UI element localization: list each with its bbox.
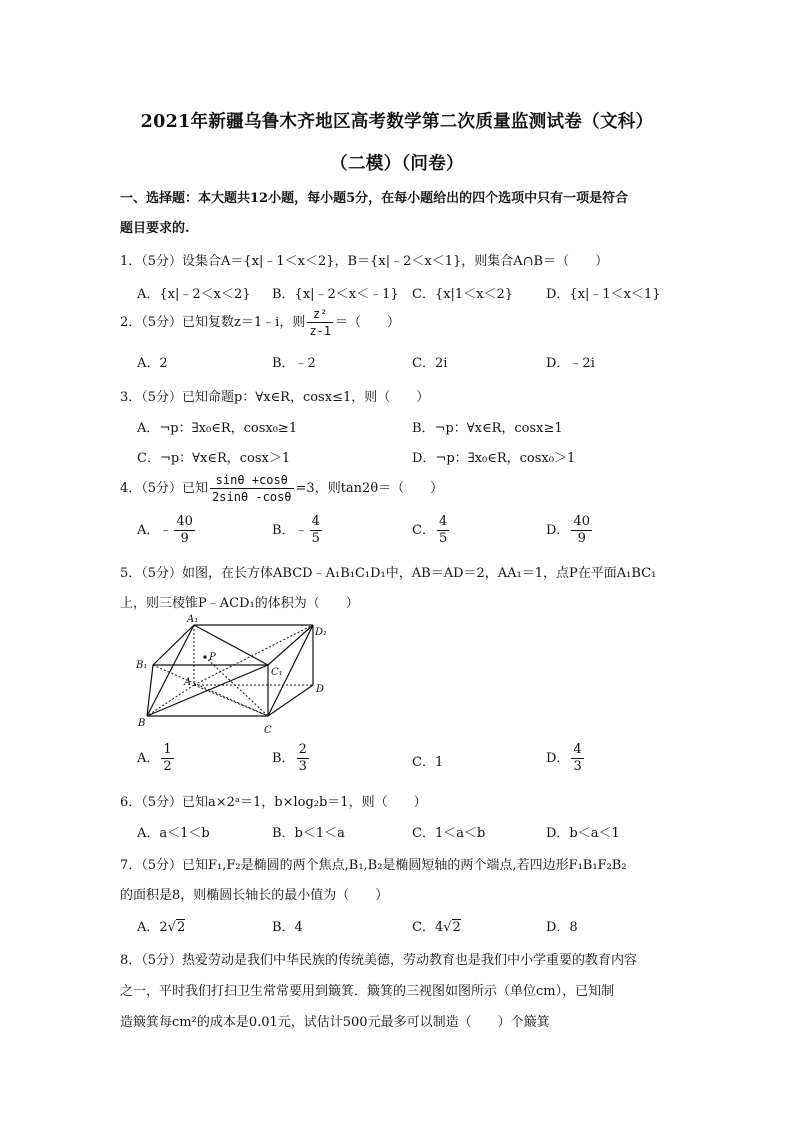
q7-c-label: C．4: [412, 920, 444, 935]
question-8-line2: 之一，平时我们打扫卫生常常要用到簸箕．簸箕的三视图如图所示（单位cm），已知制: [120, 984, 615, 999]
q4-a-sign: ﹣: [159, 523, 173, 538]
q5-b-num: 2: [298, 742, 307, 757]
q2-numerator: z²: [307, 306, 333, 323]
q5-option-d: [546, 742, 586, 775]
q4-b-den: 5: [311, 531, 320, 546]
q2-option-b: B．﹣2: [272, 356, 316, 371]
q5-option-b: [272, 742, 311, 775]
q7-option-d: D．8: [546, 920, 578, 935]
q7-c-radicand: 2: [452, 920, 461, 935]
question-7-line1: 7．（5分）已知F₁,F₂是椭圆的两个焦点,B₁,B₂是椭圆短轴的两个端点,若四边形F₁B₁F₂B₂: [120, 858, 627, 873]
question-2-stem: [120, 306, 400, 339]
q1-option-a: A．{x|﹣2＜x＜2}: [137, 287, 251, 302]
question-1-stem: 1．（5分）设集合A＝{x|﹣1＜x＜2}，B＝{x|﹣2＜x＜1}，则集合A∩B＝（ ）: [120, 254, 609, 269]
q5-d-label: D．: [546, 751, 570, 766]
q4-b-sign: ﹣: [294, 523, 308, 538]
q1-option-c: C．{x|1＜x＜2}: [412, 287, 514, 302]
label-d: D: [316, 684, 325, 695]
q4-b-label: B．: [272, 523, 295, 538]
question-5-line2: 上，则三棱锥P﹣ACD₁的体积为（ ）: [120, 596, 359, 611]
question-3-stem: 3．（5分）已知命题p：∀x∈R，cosx≤1，则（ ）: [120, 390, 430, 405]
q2-option-c: C．2i: [412, 356, 448, 371]
q3-option-a: A．¬p：∃x₀∈R，cosx₀≥1: [137, 421, 298, 436]
q1-option-d: D．{x|﹣1＜x＜1}: [546, 287, 661, 302]
q4-d-num: 40: [573, 514, 590, 529]
q5-option-a: [137, 742, 176, 775]
q4-suffix: =3，则tan2θ＝（ ）: [295, 481, 444, 496]
label-p: P: [209, 652, 216, 663]
q5-a-den: 2: [163, 759, 172, 774]
q3-option-b: B．¬p：∀x∈R，cosx≥1: [412, 421, 563, 436]
q5-b-label: B．: [272, 751, 295, 766]
q2-option-a: A．2: [137, 356, 168, 371]
q4-c-label: C．: [412, 523, 435, 538]
q5-option-c: C．1: [412, 755, 444, 770]
q7-option-b: B．4: [272, 920, 303, 935]
q4-d-den: 9: [577, 531, 586, 546]
q4-option-d: [546, 514, 594, 547]
q4-fraction: [210, 472, 293, 505]
q5-b-den: 3: [298, 759, 307, 774]
q5-d-den: 3: [573, 759, 582, 774]
q5-a-num: 1: [163, 742, 172, 757]
label-b: B: [138, 718, 146, 729]
q4-denominator: 2sinθ -cosθ: [212, 490, 292, 504]
q4-b-fraction: [310, 514, 322, 547]
question-8-line1: 8．（5分）热爱劳动是我们中华民族的传统美德，劳动教育也是我们中小学重要的教育内容: [120, 953, 638, 968]
question-7-line2: 的面积是8，则椭圆长轴长的最小值为（ ）: [120, 888, 389, 903]
point-p-dot: [203, 655, 206, 658]
question-5-line1: 5．（5分）如图，在长方体ABCD﹣A₁B₁C₁D₁中，AB＝AD＝2，AA₁＝1，点P在平面A₁BC₁: [120, 566, 657, 581]
q7-option-a: A．2√2: [137, 920, 186, 935]
cuboid-figure: [135, 613, 335, 738]
q2-denominator: z-1: [309, 324, 332, 338]
q2-option-d: D．﹣2i: [546, 356, 595, 371]
label-d1: D₁: [315, 627, 328, 638]
q2-suffix: ＝（ ）: [335, 315, 401, 330]
page-title: 2021年新疆乌鲁木齐地区高考数学第二次质量监测试卷（文科）: [140, 112, 654, 132]
q4-d-fraction: [571, 514, 592, 547]
label-c: C: [264, 725, 272, 736]
question-6-stem: 6．（5分）已知a×2ᵃ＝1，b×log₂b＝1，则（ ）: [120, 795, 427, 810]
q4-d-label: D．: [546, 523, 570, 538]
q7-a-radicand: 2: [176, 920, 186, 935]
q3-option-d: D．¬p：∃x₀∈R，cosx₀＞1: [412, 451, 576, 466]
q4-a-fraction: [174, 514, 195, 547]
q4-a-num: 40: [176, 514, 193, 529]
q7-option-c: C．4√2: [412, 920, 461, 935]
q6-option-c: C．1＜a＜b: [412, 826, 486, 841]
q1-option-b: B．{x|﹣2＜x＜﹣1}: [272, 287, 399, 302]
q4-a-label: A．: [137, 523, 160, 538]
q6-option-a: A．a＜1＜b: [137, 826, 210, 841]
q4-c-fraction: [437, 514, 449, 547]
q6-option-b: B．b＜1＜a: [272, 826, 345, 841]
q4-option-c: [412, 514, 451, 547]
q4-c-num: 4: [438, 514, 448, 529]
page-subtitle: （二模）（问卷）: [330, 154, 464, 174]
q4-b-num: 4: [311, 514, 320, 529]
q5-d-fraction: [571, 742, 583, 775]
question-4-stem: [120, 472, 443, 505]
section-heading-line2: 题目要求的.: [120, 221, 190, 236]
q4-option-b: [272, 514, 324, 547]
label-c1: C₁: [271, 667, 283, 678]
label-a: A: [184, 677, 192, 688]
q4-numerator: sinθ +cosθ: [210, 472, 293, 489]
q7-a-label: A．2: [137, 920, 168, 935]
q5-a-label: A．: [137, 751, 160, 766]
q6-option-d: D．b＜a＜1: [546, 826, 620, 841]
q4-option-a: [137, 514, 197, 547]
q5-d-num: 4: [573, 742, 582, 757]
q4-c-den: 5: [438, 531, 448, 546]
q3-option-c: C．¬p：∀x∈R，cosx＞1: [137, 451, 291, 466]
question-8-line3: 造簸箕每cm²的成本是0.01元，试估计500元最多可以制造（ ）个簸箕: [120, 1015, 550, 1030]
q2-prefix: 2．（5分）已知复数z＝1﹣i，则: [120, 315, 306, 330]
q5-b-fraction: [297, 742, 309, 775]
q4-a-den: 9: [180, 531, 189, 546]
label-b1: B₁: [136, 660, 148, 671]
q2-fraction: [307, 306, 333, 339]
section-heading-line1: 一、选择题：本大题共12小题，每小题5分，在每小题给出的四个选项中只有一项是符合: [120, 191, 629, 206]
label-a1: A₁: [187, 614, 199, 625]
q4-prefix: 4．（5分）已知: [120, 481, 209, 496]
q5-a-fraction: [161, 742, 173, 775]
